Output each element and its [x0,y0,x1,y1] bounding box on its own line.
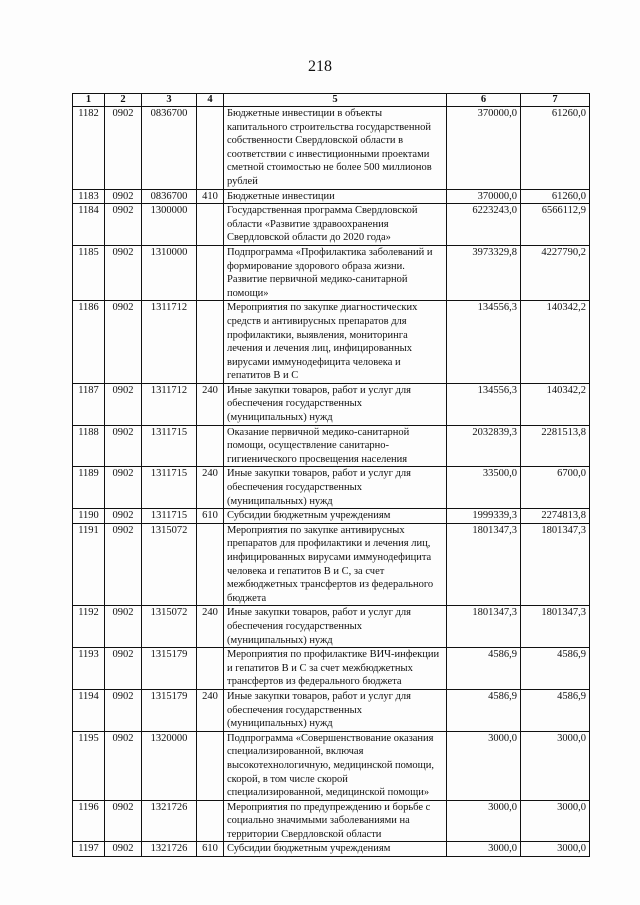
expense-type [197,731,224,800]
description: Бюджетные инвестиции в объекты капитального строительства государственной собственности Свердловской области в соответствии с инвестиционными проектами сметной стоимостью не более 500 миллионов рублей [224,107,447,190]
description: Оказание первичной медико-санитарной помощи, осуществление санитарно-гигиенического просвещения населения [224,425,447,467]
target-code: 0836700 [142,189,197,204]
page-number: 218 [308,58,332,75]
table-row [73,689,590,731]
description: Мероприятия по закупке диагностических средств и антивирусных препаратов для профилактики, выявления, мониторинга лечения и лечения лиц, инфицированных вирусами иммунодефицита человека и гепатитов В и С [224,301,447,384]
expense-type: 610 [197,509,224,524]
expense-type: 240 [197,689,224,731]
amount-col-7: 2274813,8 [521,509,590,524]
row-number: 1197 [73,842,105,857]
section-code: 0902 [105,523,142,606]
description: Субсидии бюджетным учреждениям [224,509,447,524]
amount-col-7: 3000,0 [521,842,590,857]
header-col-4: 4 [197,94,224,107]
description: Государственная программа Свердловской области «Развитие здравоохранения Свердловской области до 2020 года» [224,204,447,246]
section-code: 0902 [105,467,142,509]
amount-col-6: 1999339,3 [447,509,521,524]
description: Субсидии бюджетным учреждениям [224,842,447,857]
amount-col-7: 4586,9 [521,689,590,731]
table-row [73,606,590,648]
amount-col-7: 2281513,8 [521,425,590,467]
target-code: 1311712 [142,301,197,384]
amount-col-6: 1801347,3 [447,606,521,648]
expense-type [197,425,224,467]
amount-col-7: 1801347,3 [521,606,590,648]
expense-type: 240 [197,383,224,425]
amount-col-6: 134556,3 [447,383,521,425]
table-row [73,245,590,300]
amount-col-6: 1801347,3 [447,523,521,606]
target-code: 1320000 [142,731,197,800]
header-col-6: 6 [447,94,521,107]
table-row [73,383,590,425]
description: Иные закупки товаров, работ и услуг для обеспечения государственных (муниципальных) нужд [224,606,447,648]
section-code: 0902 [105,800,142,842]
table-row [73,842,590,857]
amount-col-6: 370000,0 [447,107,521,190]
amount-col-7: 61260,0 [521,189,590,204]
amount-col-6: 3973329,8 [447,245,521,300]
expense-type: 610 [197,842,224,857]
amount-col-6: 2032839,3 [447,425,521,467]
description: Иные закупки товаров, работ и услуг для обеспечения государственных (муниципальных) нужд [224,689,447,731]
target-code: 1311712 [142,383,197,425]
section-code: 0902 [105,245,142,300]
target-code: 1311715 [142,509,197,524]
section-code: 0902 [105,648,142,690]
description: Подпрограмма «Профилактика заболеваний и формирование здорового образа жизни. Развитие первичной медико-санитарной помощи» [224,245,447,300]
section-code: 0902 [105,842,142,857]
amount-col-6: 370000,0 [447,189,521,204]
description: Мероприятия по профилактике ВИЧ-инфекции и гепатитов В и С за счет межбюджетных трансфертов из федерального бюджета [224,648,447,690]
target-code: 1321726 [142,800,197,842]
target-code: 1300000 [142,204,197,246]
table-body [73,107,590,857]
table-header [73,94,590,107]
expense-type [197,107,224,190]
row-number: 1185 [73,245,105,300]
expense-type: 240 [197,606,224,648]
section-code: 0902 [105,606,142,648]
amount-col-6: 3000,0 [447,731,521,800]
amount-col-7: 61260,0 [521,107,590,190]
header-col-2: 2 [105,94,142,107]
target-code: 1310000 [142,245,197,300]
row-number: 1192 [73,606,105,648]
target-code: 1311715 [142,425,197,467]
row-number: 1189 [73,467,105,509]
amount-col-6: 4586,9 [447,648,521,690]
expense-type [197,523,224,606]
header-col-7: 7 [521,94,590,107]
target-code: 1315072 [142,606,197,648]
expense-type [197,204,224,246]
target-code: 1315179 [142,648,197,690]
table-row [73,301,590,384]
section-code: 0902 [105,383,142,425]
amount-col-6: 134556,3 [447,301,521,384]
section-code: 0902 [105,689,142,731]
table-row [73,467,590,509]
description: Иные закупки товаров, работ и услуг для обеспечения государственных (муниципальных) нужд [224,383,447,425]
description: Мероприятия по закупке антивирусных препаратов для профилактики и лечения лиц, инфицированных вирусами иммунодефицита человека и гепатитов В и С, за счет межбюджетных трансфертов из федерального бюджета [224,523,447,606]
description: Подпрограмма «Совершенствование оказания специализированной, включая высокотехнологичную, медицинской помощи, скорой, в том числе скорой специализированной, медицинской помощи» [224,731,447,800]
budget-table [72,93,590,857]
row-number: 1183 [73,189,105,204]
row-number: 1196 [73,800,105,842]
row-number: 1195 [73,731,105,800]
expense-type: 240 [197,467,224,509]
description: Бюджетные инвестиции [224,189,447,204]
expense-type [197,245,224,300]
row-number: 1182 [73,107,105,190]
amount-col-7: 6566112,9 [521,204,590,246]
section-code: 0902 [105,204,142,246]
row-number: 1187 [73,383,105,425]
table-row [73,800,590,842]
table-row [73,189,590,204]
section-code: 0902 [105,189,142,204]
amount-col-7: 140342,2 [521,301,590,384]
amount-col-7: 1801347,3 [521,523,590,606]
description: Иные закупки товаров, работ и услуг для обеспечения государственных (муниципальных) нужд [224,467,447,509]
section-code: 0902 [105,107,142,190]
amount-col-6: 3000,0 [447,800,521,842]
description: Мероприятия по предупреждению и борьбе с социально значимыми заболеваниями на территории Свердловской области [224,800,447,842]
amount-col-7: 4227790,2 [521,245,590,300]
row-number: 1186 [73,301,105,384]
row-number: 1190 [73,509,105,524]
amount-col-6: 33500,0 [447,467,521,509]
target-code: 0836700 [142,107,197,190]
target-code: 1315179 [142,689,197,731]
row-number: 1188 [73,425,105,467]
row-number: 1193 [73,648,105,690]
section-code: 0902 [105,425,142,467]
amount-col-6: 6223243,0 [447,204,521,246]
table-row [73,204,590,246]
table-row [73,509,590,524]
amount-col-6: 4586,9 [447,689,521,731]
expense-type [197,648,224,690]
amount-col-7: 3000,0 [521,800,590,842]
table-row [73,107,590,190]
table-row [73,648,590,690]
row-number: 1191 [73,523,105,606]
section-code: 0902 [105,301,142,384]
target-code: 1311715 [142,467,197,509]
row-number: 1194 [73,689,105,731]
expense-type [197,301,224,384]
expense-type: 410 [197,189,224,204]
amount-col-6: 3000,0 [447,842,521,857]
amount-col-7: 140342,2 [521,383,590,425]
table-row [73,523,590,606]
amount-col-7: 4586,9 [521,648,590,690]
table-row [73,731,590,800]
section-code: 0902 [105,731,142,800]
amount-col-7: 3000,0 [521,731,590,800]
amount-col-7: 6700,0 [521,467,590,509]
target-code: 1321726 [142,842,197,857]
row-number: 1184 [73,204,105,246]
header-col-5: 5 [224,94,447,107]
target-code: 1315072 [142,523,197,606]
header-col-3: 3 [142,94,197,107]
table-row [73,425,590,467]
section-code: 0902 [105,509,142,524]
header-col-1: 1 [73,94,105,107]
expense-type [197,800,224,842]
